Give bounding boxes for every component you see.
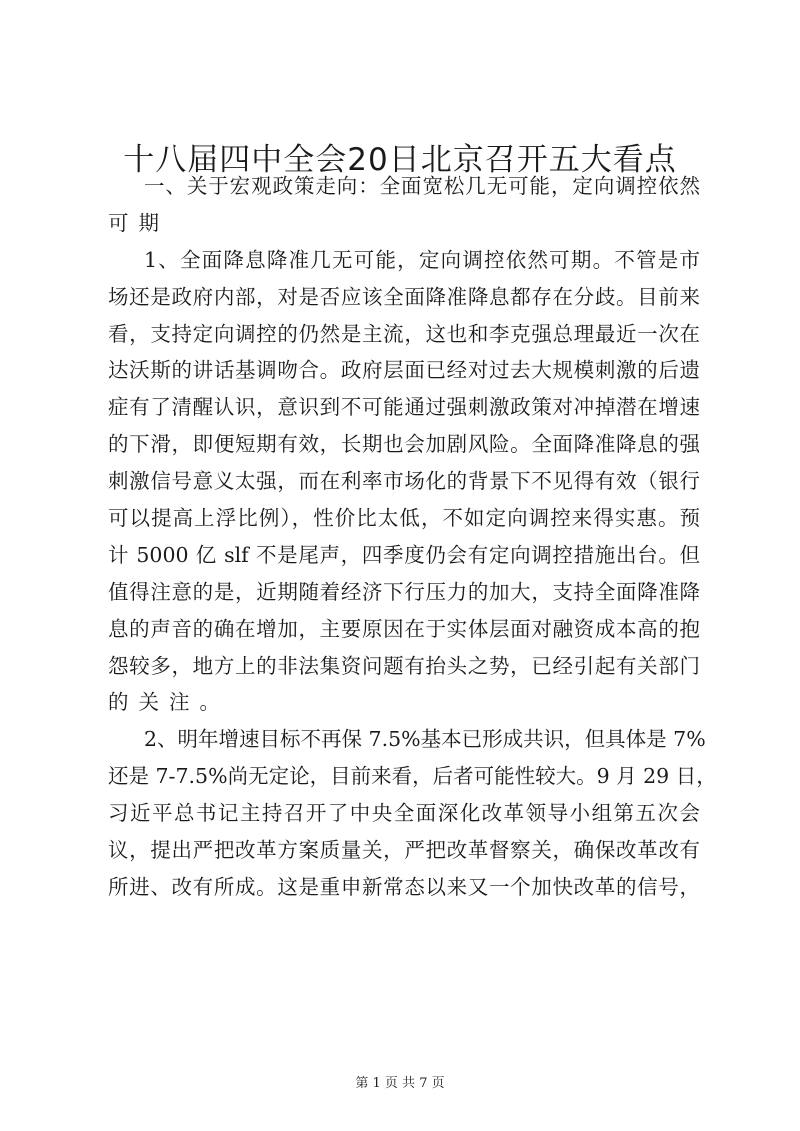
text-line: 息的声音的确在增加，主要原因在于实体层面对融资成本高的抱 — [108, 616, 700, 641]
text-line: 症有了清醒认识，意识到不可能通过强刺激政策对冲掉潜在增速 — [108, 395, 700, 420]
text-line: 的关注。 — [108, 690, 230, 715]
page-footer: 第 1 页 共 7 页 — [355, 1076, 445, 1091]
text-line: 可以提高上浮比例），性价比太低，不如定向调控来得实惠。预 — [108, 506, 700, 531]
document-body — [108, 168, 717, 906]
text-line: 还是 7-7.5%尚无定论，目前来看，后者可能性较大。9 月 29 日， — [108, 764, 717, 789]
text-line: 议，提出严把改革方案质量关，严把改革督察关，确保改革改有 — [108, 838, 700, 863]
document-title: 十八届四中全会20日北京召开五大看点 — [123, 142, 677, 178]
text-line: 达沃斯的讲话基调吻合。政府层面已经对过去大规模刺激的后遗 — [108, 358, 700, 383]
text-line: 1、全面降息降准几无可能，定向调控依然可期。不管是市 — [144, 247, 700, 272]
paragraph-2 — [108, 242, 700, 722]
text-line: 的下滑，即便短期有效，长期也会加剧风险。全面降准降息的强 — [108, 432, 700, 457]
text-line: 场还是政府内部，对是否应该全面降准降息都存在分歧。目前来 — [108, 284, 700, 309]
text-line: 一、关于宏观政策走向：全面宽松几无可能，定向调控依然 — [144, 174, 700, 198]
text-line: 计 5000 亿 slf 不是尾声，四季度仍会有定向调控措施出台。但 — [108, 542, 700, 567]
text-line: 刺激信号意义太强，而在利率市场化的背景下不见得有效（银行 — [108, 469, 700, 494]
paragraph-1 — [108, 168, 700, 242]
text-line: 怨较多，地方上的非法集资问题有抬头之势，已经引起有关部门 — [108, 653, 700, 678]
text-line: 习近平总书记主持召开了中央全面深化改革领导小组第五次会 — [108, 801, 700, 826]
text-line: 2、明年增速目标不再保 7.5%基本已形成共识，但具体是 7% — [144, 727, 706, 752]
text-line: 可期 — [108, 210, 169, 235]
text-line: 所进、改有所成。这是重申新常态以来又一个加快改革的信号， — [108, 874, 700, 899]
text-line: 值得注意的是，近期随着经济下行压力的加大，支持全面降准降 — [108, 579, 700, 604]
paragraph-3 — [108, 721, 717, 905]
text-line: 看，支持定向调控的仍然是主流，这也和李克强总理最近一次在 — [108, 321, 700, 346]
